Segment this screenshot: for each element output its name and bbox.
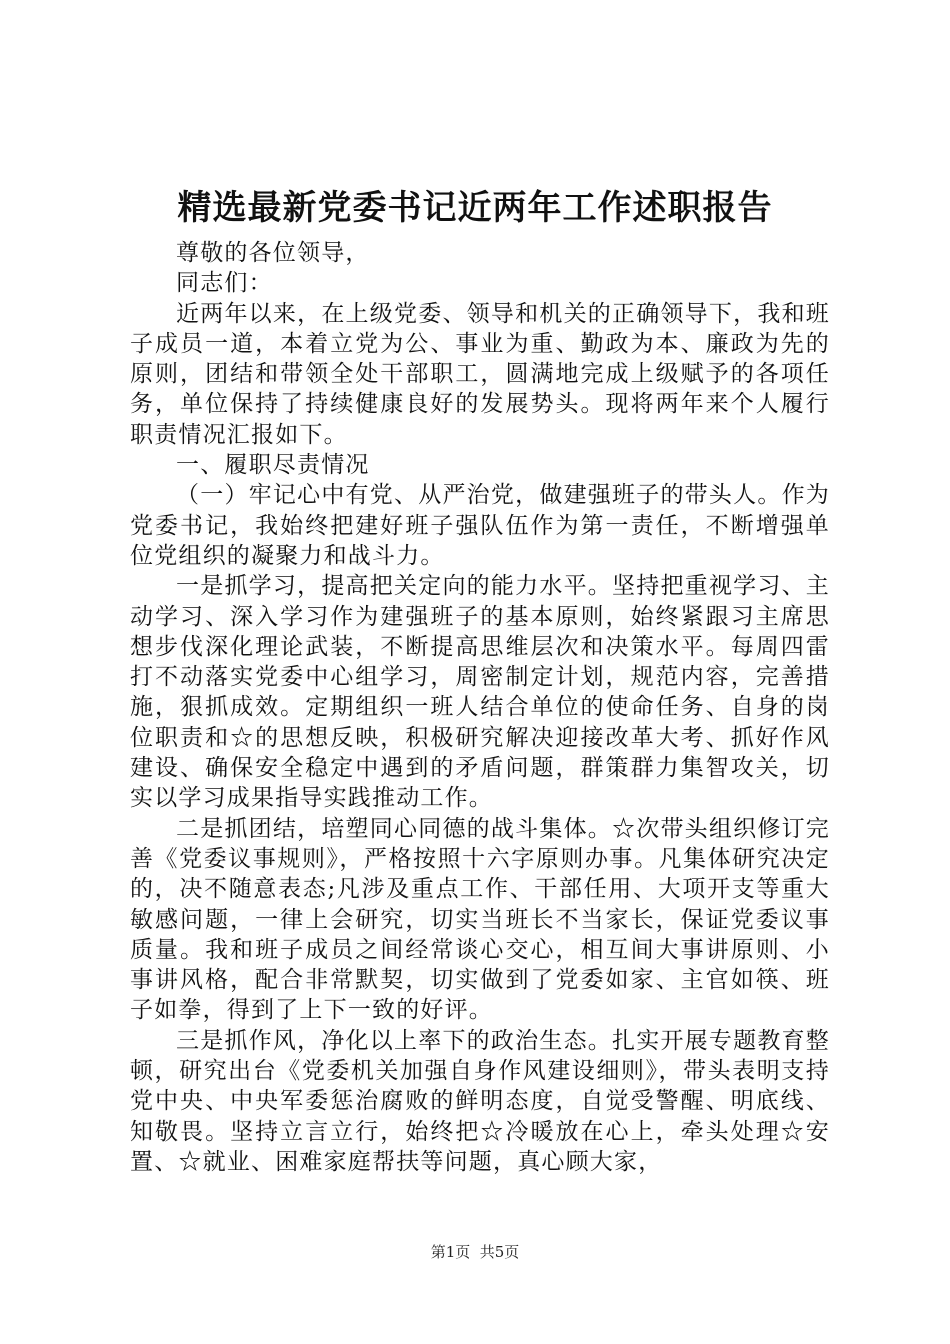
page-number-footer: 第1页 共5页: [430, 1243, 520, 1261]
document-body: [130, 238, 830, 1177]
section-heading: 一、履职尽责情况: [176, 452, 370, 479]
salutation-line-1: 尊敬的各位领导，: [176, 240, 370, 266]
subsection-paragraph: （一）牢记心中有党、从严治党，做建强班子的带头人。作为党委书记，我始终把建好班子强队伍作为第一责任，不断增强单位党组织的凝聚力和战斗力。: [130, 482, 830, 569]
style-paragraph: 三是抓作风，净化以上率下的政治生态。扎实开展专题教育整顿，研究出台《党委机关加强自身作风建设细则》，带头表明支持党中央、中央军委惩治腐败的鲜明态度，自觉受警醒、明底线、知敬畏。坚持立言立行，始终把☆冷暖放在心上，牵头处理☆安置、☆就业、困难家庭帮扶等问题，真心顾大家，: [130, 1027, 830, 1175]
unity-paragraph: 二是抓团结，培塑同心同德的战斗集体。☆次带头组织修订完善《党委议事规则》，严格按照十六字原则办事。凡集体研究决定的，决不随意表态;凡涉及重点工作、干部任用、大项开支等重大敏感问题，一律上会研究，切实当班长不当家长，保证党委议事质量。我和班子成员之间经常谈心交心，相互间大事讲原则、小事讲风格，配合非常默契，切实做到了党委如家、主官如筷、班子如拳，得到了上下一致的好评。: [130, 815, 830, 1024]
intro-paragraph: 近两年以来，在上级党委、领导和机关的正确领导下，我和班子成员一道，本着立党为公、事业为重、勤政为本、廉政为先的原则，团结和带领全处干部职工，圆满地完成上级赋予的各项任务，单位保持了持续健康良好的发展势头。现将两年来个人履行职责情况汇报如下。: [130, 300, 830, 448]
salutation-line-2: 同志们：: [176, 270, 273, 297]
document-title: 精选最新党委书记近两年工作述职报告: [177, 188, 773, 228]
study-paragraph: 一是抓学习，提高把关定向的能力水平。坚持把重视学习、主动学习、深入学习作为建强班子的基本原则，始终紧跟习主席思想步伐深化理论武装，不断提高思维层次和决策水平。每周四雷打不动落实党委中心组学习，周密制定计划，规范内容，完善措施，狠抓成效。定期组织一班人结合单位的使命任务、自身的岗位职责和☆的思想反映，积极研究解决迎接改革大考、抓好作风建设、确保安全稳定中遇到的矛盾问题，群策群力集智攻关，切实以学习成果指导实践推动工作。: [130, 573, 830, 812]
